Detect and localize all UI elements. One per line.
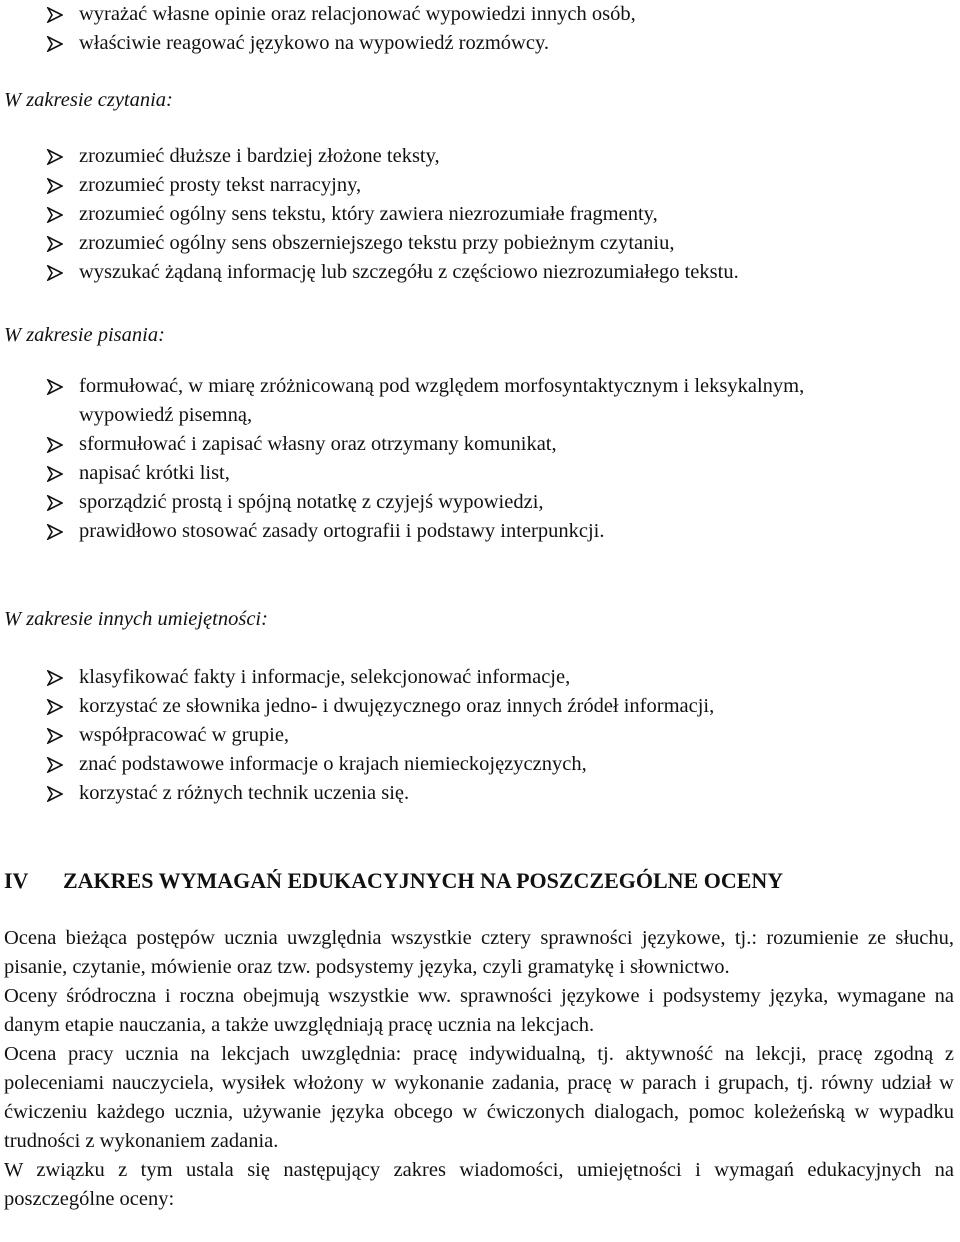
paragraph: Ocena pracy ucznia na lekcjach uwzględnia: pracę indywidualną, tj. aktywność na lekcji, pracę zgodną z poleceniami nauczyciela, wysiłek włożony w wykonanie zadania, pracę w parach i grupach, tj. równy udział w ćwiczeniu każdego ucznia, używanie języka obcego w ćwiczonych dialogach, pomoc koleżeńską w wypadku trudności z wykonaniem zadania. [4, 1043, 954, 1152]
arrow-bullet-icon [47, 699, 63, 715]
list-item: wyrażać własne opinie oraz relacjonować wypowiedzi innych osób, [0, 0, 952, 29]
arrow-bullet-icon [47, 437, 63, 453]
other-skills-heading: W zakresie innych umiejętności: [4, 608, 268, 630]
list-item: prawidłowo stosować zasady ortografii i podstawy interpunkcji. [0, 517, 952, 546]
reading-list [0, 142, 952, 287]
body-text [4, 924, 954, 1214]
other-skills-list [0, 663, 952, 808]
list-item: współpracować w grupie, [0, 721, 952, 750]
section-title [4, 866, 783, 896]
list-item: zrozumieć prosty tekst narracyjny, [0, 171, 952, 200]
arrow-bullet-icon [47, 149, 63, 165]
section-title-text: ZAKRES WYMAGAŃ EDUKACYJNYCH NA POSZCZEGÓLNE OCENY [63, 868, 784, 893]
list-item: napisać krótki list, [0, 459, 952, 488]
list-item: zrozumieć ogólny sens obszerniejszego tekstu przy pobieżnym czytaniu, [0, 229, 952, 258]
list-item: korzystać ze słownika jedno- i dwujęzycznego oraz innych źródeł informacji, [0, 692, 952, 721]
list-item: sporządzić prostą i spójną notatkę z czyjejś wypowiedzi, [0, 488, 952, 517]
arrow-bullet-icon [47, 728, 63, 744]
section-number: IV [4, 868, 29, 893]
arrow-bullet-icon [47, 178, 63, 194]
arrow-bullet-icon [47, 757, 63, 773]
arrow-bullet-icon [47, 236, 63, 252]
list-item: sformułować i zapisać własny oraz otrzymany komunikat, [0, 430, 952, 459]
arrow-bullet-icon [47, 670, 63, 686]
arrow-bullet-icon [47, 786, 63, 802]
list-item: zrozumieć ogólny sens tekstu, który zawiera niezrozumiałe fragmenty, [0, 200, 952, 229]
list-item: wyszukać żądaną informację lub szczegółu z częściowo niezrozumiałego tekstu. [0, 258, 952, 287]
top-bullet-list [0, 0, 952, 58]
list-item: klasyfikować fakty i informacje, selekcjonować informacje, [0, 663, 952, 692]
list-item: znać podstawowe informacje o krajach niemieckojęzycznych, [0, 750, 952, 779]
arrow-bullet-icon [47, 7, 63, 23]
arrow-bullet-icon [47, 265, 63, 281]
arrow-bullet-icon [47, 524, 63, 540]
arrow-bullet-icon [47, 207, 63, 223]
list-item: formułować, w miarę zróżnicowaną pod względem morfosyntaktycznym i leksykalnym, wypowiedź pisemną, [0, 372, 952, 430]
arrow-bullet-icon [47, 36, 63, 52]
arrow-bullet-icon [47, 379, 63, 395]
writing-list [0, 372, 952, 546]
list-item: korzystać z różnych technik uczenia się. [0, 779, 952, 808]
arrow-bullet-icon [47, 495, 63, 511]
paragraph: Oceny śródroczna i roczna obejmują wszystkie ww. sprawności językowe i podsystemy języka, wymagane na danym etapie nauczania, a także uwzględniają pracę ucznia na lekcjach. [4, 985, 954, 1036]
paragraph: Ocena bieżąca postępów ucznia uwzględnia wszystkie cztery sprawności językowe, tj.: rozumienie ze słuchu, pisanie, czytanie, mówienie oraz tzw. podsystemy języka, czyli gramatykę i słownictwo. [4, 927, 954, 978]
reading-heading: W zakresie czytania: [4, 89, 173, 111]
list-item: zrozumieć dłuższe i bardziej złożone teksty, [0, 142, 952, 171]
paragraph: W związku z tym ustala się następujący zakres wiadomości, umiejętności i wymagań edukacyjnych na poszczególne oceny: [4, 1159, 954, 1210]
list-item: właściwie reagować językowo na wypowiedź rozmówcy. [0, 29, 952, 58]
writing-heading: W zakresie pisania: [4, 324, 165, 346]
arrow-bullet-icon [47, 466, 63, 482]
